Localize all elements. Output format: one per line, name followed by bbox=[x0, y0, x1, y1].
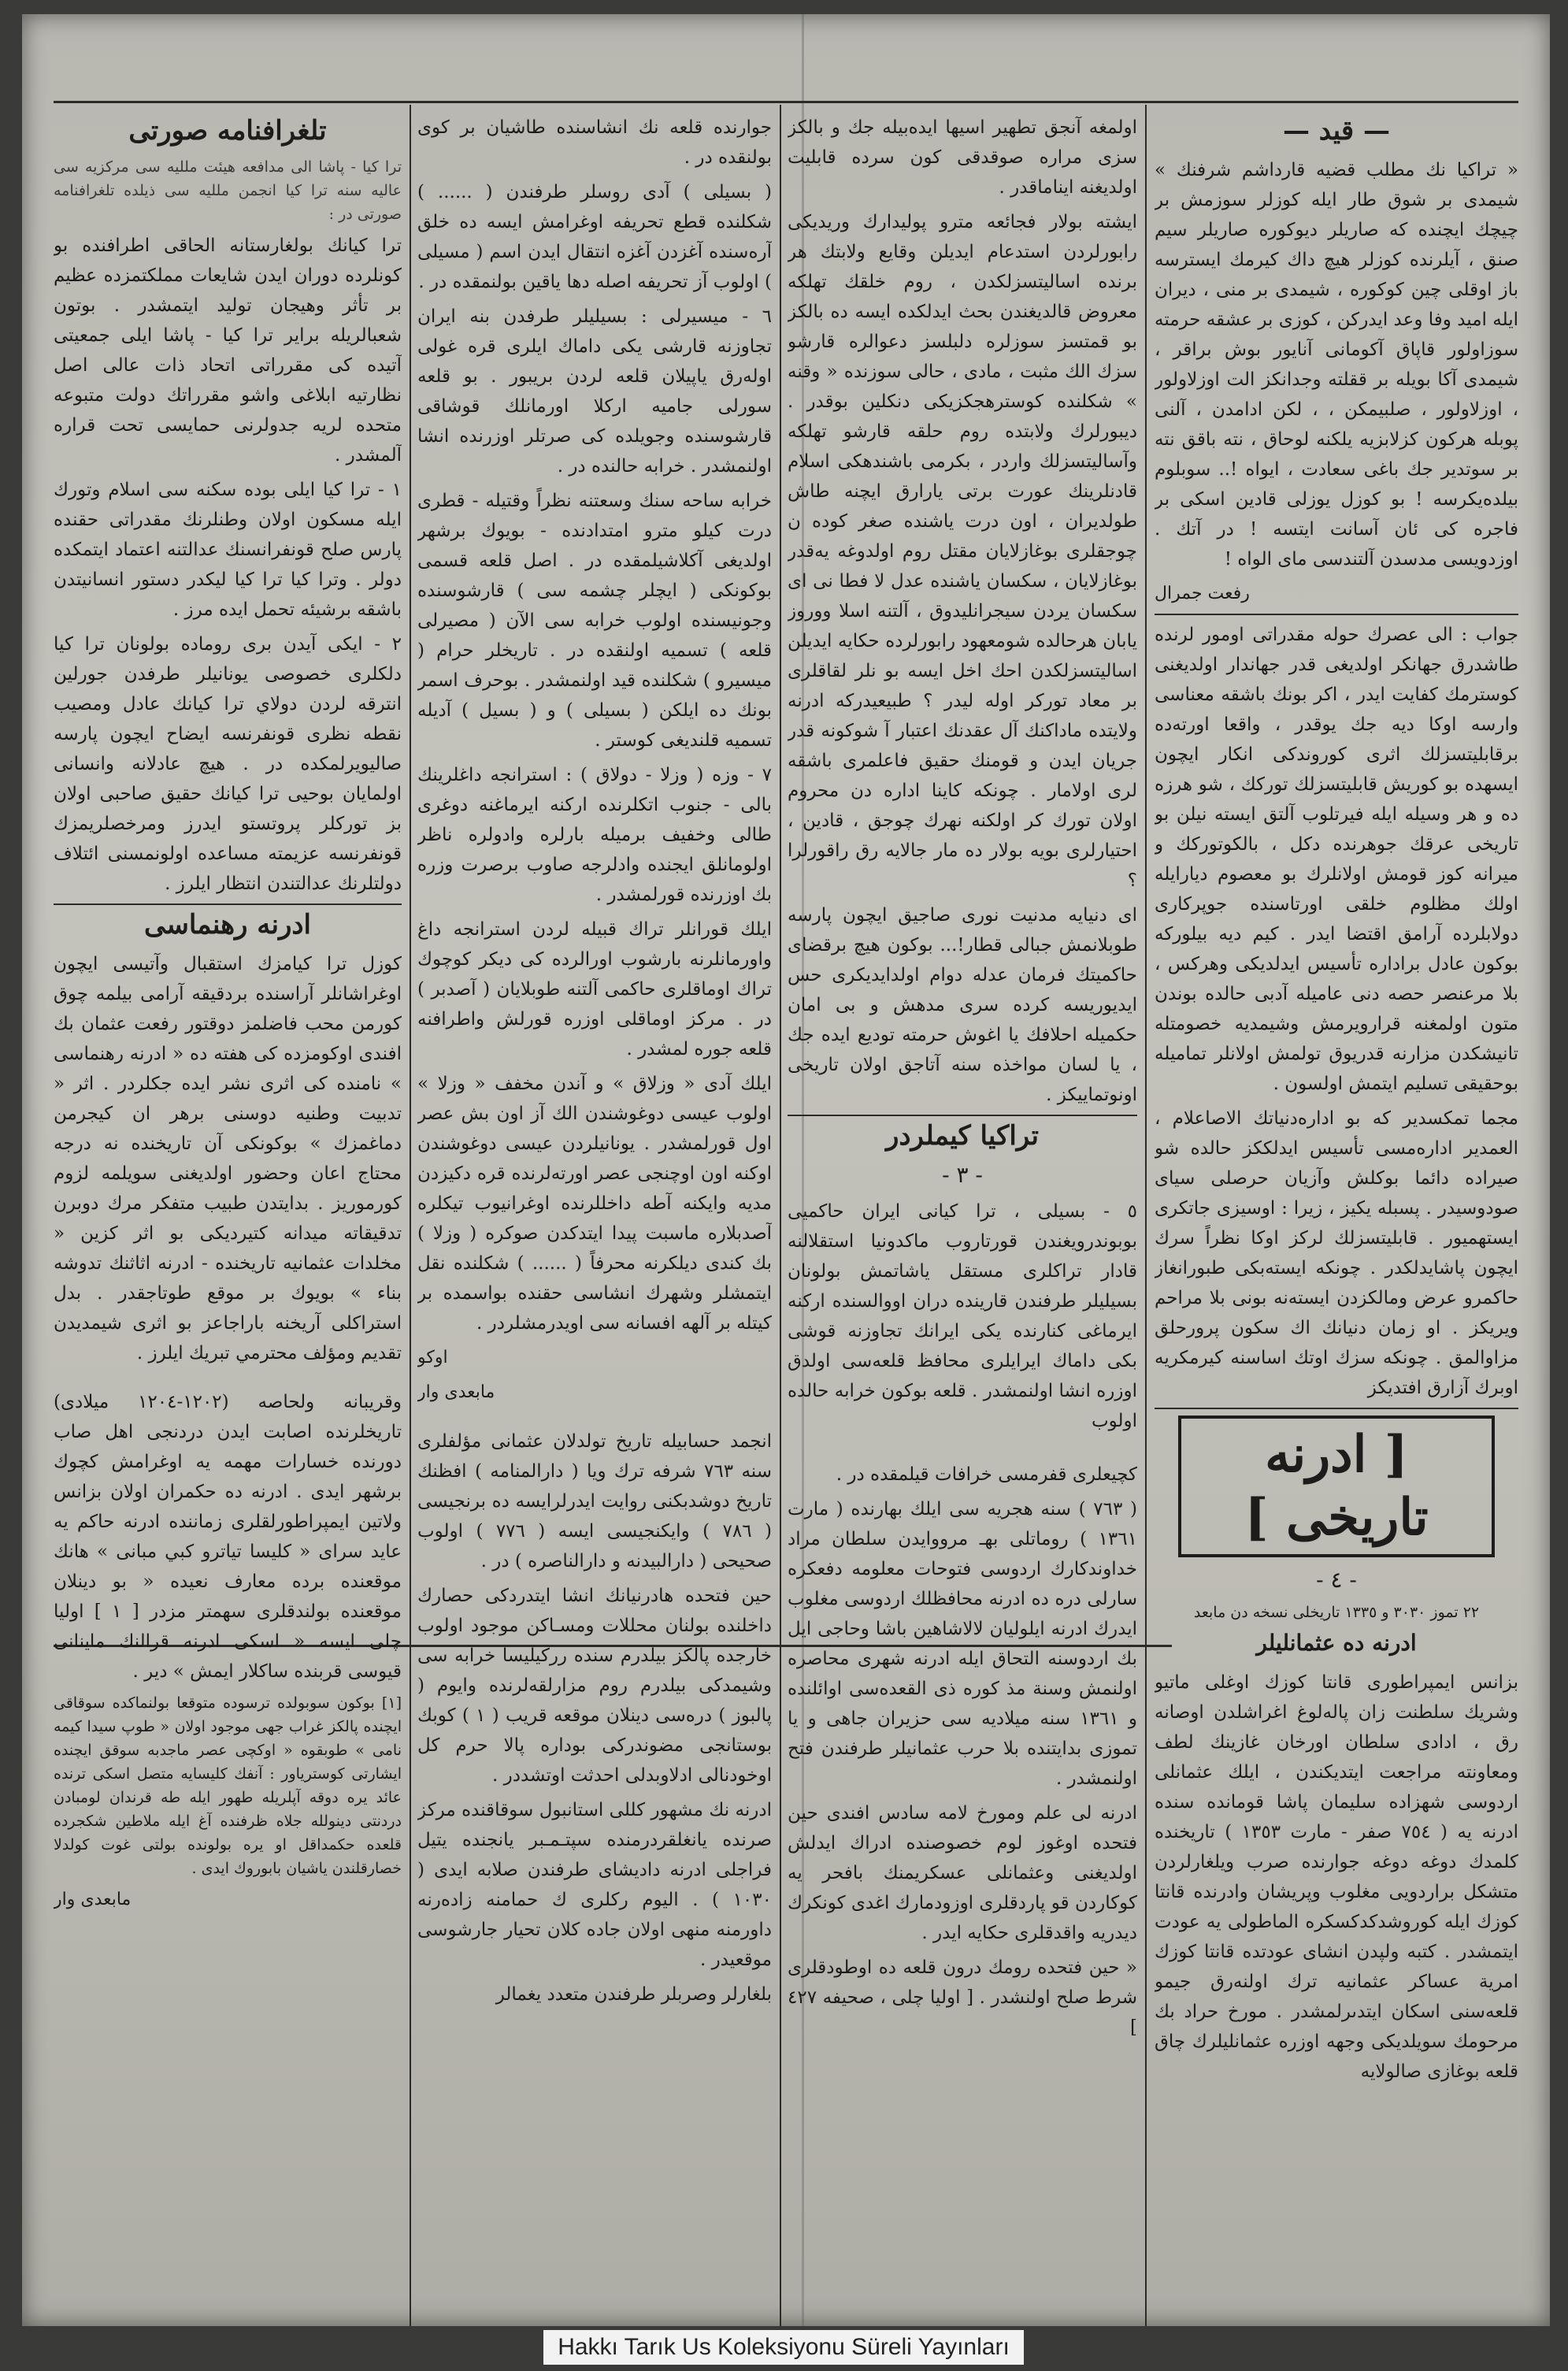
article-paragraph: ترا كيانك بولغارستانه الحاقى اطرافنده بو كونلرده دوران ايدن شايعات مملكتمزده عظيم بر تأثر وهيجان تولید ايتمشدر . بوتون شعبالريله براير ترا كيا - پاشا ايلى جمعيتى آتيده كى مقرراتى اتحاد ذات عالى اصل نظارتيه ابلاغى واشو مقرراتك دولت متبوعه متحده لريه جدولرنى حمايسى تحت قراره آلمشدر . bbox=[54, 236, 402, 466]
author-signature: اوكو bbox=[417, 1348, 448, 1367]
article-heading: ادرنه رهنماسى bbox=[144, 909, 311, 941]
newspaper-page bbox=[22, 14, 1550, 2326]
collection-caption: Hakkı Tarık Us Koleksiyonu Süreli Yayınları bbox=[543, 2330, 1024, 2365]
subsection-heading: ادرنه ده عثمانليلر bbox=[1256, 1630, 1417, 1656]
to-be-continued: مابعدى وار bbox=[417, 1382, 495, 1402]
installment-number: - ٣ - bbox=[942, 1162, 983, 1188]
continuation-note: ٢٢ تموز ٣٠٣٠ و ١٣٣٥ تاريخلى نسخه دن مابعد bbox=[1193, 1604, 1480, 1621]
poem-text: « تراكيا نك مطلب قضيه قارداشم شرفنك » شيمدى بر شوق طار ايله كوزلر سوزمش بر چيچك ايچنده كه صاريلر ديوكوره صاريلر سيم صنق ، آيلرنده كوزلر هيچ داك كيرمك ايسترسه باز اوقلى چين كوكوره ، شيمدى بر منى ، ديران ايله اميد وفا وعد ايدركن ، كوزى بر عشقه حرمته سوزاولور قاپاق آكومانى آنايور بوش براقر ، شيمدى آكا بويله بر ققلته وجدانكز الت اوزلاولور ، اوزلاولور ، صلبيمكن ، ، لكن ادامدن ، آلنى پوبله هركون كزلابزيه يلكنه لوحاق ، نته باقق نته بر سوتدير جك باغى سعادت ، ايواه !.. سوبلوم بيلدەيكرسه ! بو كوزل يوزلى قادين اسكى بر فاجره كى ئان آسانت ايتسه ! در آتك . اوزدويسى مدسدن آلتندسى ماى الواه ! bbox=[1155, 160, 1518, 570]
article-paragraph: اولمغه آنجق تطهير اسيها ايدەبيله جك و بالكز سزى مراره صوقدقى كون سرده قابليت اولديغنه ايناماقدر . bbox=[788, 117, 1137, 198]
article-paragraph: مجما تمكسدير كه بو ادارەدنياتك الاصاعلام ، العمدير ادارەمسى تأسيس ايدلككز حالده شو صيراده دائما بوكلش وآزيان حرصلى سياى صودوسيدر . پسبله يكيز ، زيرا : اوسيزى جاتكرى ايستهميور . قابليتسزلك لركز اوكا نظراً سرك ايچون پاشايدلکدر . چونكه ايستەبكى طبورانغاز حاكمرو عرض ومالكزدن ايستەنه بونى بلا مراحم ويريكز . او زمان دنيانك اك سكون پرورحلق مزاوالمق . چونكه سزك اوتك اساسنه كيرمكريه اوبرك آزارق افتديكز bbox=[1155, 1108, 1518, 1398]
top-rule bbox=[54, 101, 1518, 103]
column-2 bbox=[788, 113, 1137, 2326]
column-4 bbox=[54, 113, 402, 2326]
column-1 bbox=[1155, 113, 1518, 2326]
column-heading: — قيد — bbox=[1282, 115, 1391, 147]
article-paragraph: كوزل ترا كيامزك استقبال وآتيسى ايچون اوغراشانلر آراسنده بردقيقه آرامى بيلمه چوق كورمن محب فاضلمز دوقتور رفعت عثمان بك افندى اوكومزده كى هفته ده « ادرنه رهنماسى » نامنده كى اثرى نشر ايده جكلردر . اثر « تدبيت وطنيه دوسنى برهر ان كيجرمن دماغمزك » بوكونكى آن تاريخنده نه درجه محتاج اعان وحضور اولديغنى سويلمه لزوم كورموريز . بدايتدن طبيب متفكر مرك دوبرن تدقيقاته ميدانه كتيرديكى بو اثر كزين « مخلدات عثمانيه تاريخنده - ادرنه اثاثنك تدوشه بناء » بويوك بر موقع طوتاجقدر . بدل استراكلى آريخنه باراجاعز بو اثرى شيمديدن تقديم ومؤلف محترمي تبريك ايلرز . bbox=[54, 954, 402, 1364]
article-heading: تلغرافنامه صورتی bbox=[128, 115, 327, 147]
article-heading: تراكيا كيملردر bbox=[886, 1120, 1039, 1152]
article-paragraph: ( ٧٦٣ ) سنه هجريه سى ايلك بهارنده ( مارت ١٣٦١ ) روماتلى بهـ مرووايدن سلطان مراد خداوندكارك اردوسى فتوحات معلومه دفعكره سارلى دره ده ادرنه محافظلك اردوسى مغلوب ايدرك ادرنه ايلوليان لالاشاهين باشا وحاجى ايل بك اردوسنه التحاق ايله ادرنه شهرى محاصره اولنمش وسنة مذ كوره ذى القعدەسى اوائلنده و ١٣٦١ سنه ميلاديه سى حزيران جاهى و يا تموزى بدايتنده بلا حرب عثمانيلر طرفندن فتح اولنمشدر . bbox=[788, 1499, 1137, 1789]
article-paragraph: جواب : الى عصرك حوله مقدراتى اومور لرنده طاشدرق جهانكر اولديغى قدر جهاندار اولديغنى كوسترمك كفايت ايدر ، اكر بونك باشقه معناسى وارسه اوكا ديه جك يوقدر ، واقعا اورتەده برقابليتسزلك اثرى كوروندكى انكار ايچون ايسهده بو كوريش قابليتسزلك توركك ، شو هرزه ده و هر وسيله ايله فيرتلوب آلتق ايسته نيلن بو تاريخى عرقك جوهرنده دكل ، بالكوتوركك و ميرانه كوز قومش اولانلرك بو معصوم ديارايله اولك مظلوم خلقى اورتاسنده جوپركارى دولابلرده آرامق اقتضا ايدر . كيم ديه بيلوركه بوكون عادل برادارە تأسيس ايدلديكى وهركس ، بلا مرعنصر حصه دنى عاميله آدبى حالده بوندن متون اولمغنه قرارويرمش وشيمديه خصومتله تانيشكدن مزارنه قدريوق تولمش اولانلر تماميله بوحقيقى تسليم ايتمش اولسون . bbox=[1155, 625, 1518, 1094]
article-paragraph: ( بسيلى ) آدى روسلر طرفندن ( ...... ) شكلنده قطع تحريفه اوغرامش ايسه ده خلق آرەسنده آغزدن آغزه انتقال ايدن اسم ( مسيلى ) اولوب آز تحريفه اصله دها ياقين بولنمقده در . bbox=[417, 182, 772, 292]
article-intro: ترا كيا - پاشا الى مدافعه هيئت ملليه سى مركزيه سى عاليه سنه ترا كيا انجمن ملليه سى ذيلده تلغرافنامه صورتى در : bbox=[54, 158, 402, 223]
article-paragraph: ١ - ترا كيا ايلى بوده سكنه سى اسلام وتورك ايله مسكون اولان وطنلرنك مقدراتى حقنده پارس صلح قونفرانسنك عدالتنه اعتماد ايتمكده دولر . وترا كيا ترا كيا ليكدر دستور انسانيتدن باشقه برشيئه تحمل ايده مرز . bbox=[54, 480, 402, 620]
article-paragraph: ايشته بولار فجائعه مترو پوليدارك وريديكى رابورلردن استدعام ايديلن وقايع ولابتك هر برنده اساليتسزلكدن ، روم خلقك تهلكه معروض قالديغندن بحث ايدلكده ايسه ده بالكز بو قمتسز سوزلره دلبلسز دعوالره قارشو سزك الك مثبت ، مادى ، حالى سوزنده « وقنه » شكلنده كوسترهجكزيكى دنكلين بوقدر . ديبورلرك ولابتده روم حلقه قارشو تهلكه وآساليتسزلك واردر ، بكرمى باشندهكى اسلام قادنلرينك عورت برتى يارارق ايچنه طاش طولديران ، اون درت ياشندە صغر كوده ن چوجقلرى بوغازلايان مقتل روم اولدوغه يەقدر بوغازلايان ، سكسان ياشنده عدل لا فطا نى اى سكسان يردن سيجرانليدوق ، آلتنه اسلا ووروز يابان هرحالده شومعهود رابورلرده حكايه ايديلن اساليتسزلكدن احك اخل ايسه بو نلر لقاقلرى بر معاد توركر اوله ليدر ؟ طبيعيدركه ادرنه ولايتده ماداكنك آل عقدنك اعتبار آ شوكونه قدر جريان ايدن و قومنك حقيق فاعلمرى باشقه لرى اولامار . چونكه كاينا اداره دن محروم اولان تورك كر اولكنه نهرك چوجق ، قادين ، احتيارلرى بويه بولار ده مار جالايه رق راقورلرا ؟ bbox=[788, 212, 1137, 891]
series-title-frame: [ ادرنه تاريخى ] bbox=[1178, 1416, 1495, 1557]
article-paragraph: ٦ - ميسيرلى : بسيليلر طرفدن بنه ايران تجاوزنه قارشى يكى داماك ايلرى قره غولى اولەرق ياپيلان قلعه لردن بريبور . بو قلعه سورلى جاميه اركلا اورمانلك قوشاقى قارشوسنده وجويلده كى صرتلر اوزرنده انشا اولنمشدر . خرابه حالنده در . bbox=[417, 306, 772, 477]
article-paragraph: انجمد حسابيله تاريخ تولدلان عثمانى مؤلفلرى سنه ٧٦٣ شرفه ترك ويا ( دارالمنامه ) افظنك تاريخ دوشدبكنى روايت ايدرلرايسه ده برنجيسى ( ٧٨٦ ) وايكنجيسى ايسه ( ٧٧٦ ) اولوب صحيحى ( دارالبيدنه و دارالناصره ) در . bbox=[417, 1431, 772, 1571]
column-separator bbox=[410, 105, 411, 2326]
installment-number: - ٤ - bbox=[1316, 1567, 1357, 1593]
to-be-continued: مابعدى وار bbox=[54, 1890, 132, 1909]
author-signature: رفعت جمرال bbox=[1155, 584, 1250, 603]
article-paragraph: ادرنه نك مشهور كللى استانبول سوقاقنده مركز صرنده يانغلقردرمنده سپتـمـبر يانجنده يتيل فراجلى ادرنه داديشاى طرفندن صلابه ايدى ( ١٠٣٠ ) . اليوم ركلرى ك حمامنه زادەرنه داورمنه منهى اولان جاده كلان تحيار جارشوسى موقعيدر . bbox=[417, 1800, 772, 1970]
column-3 bbox=[417, 113, 772, 2326]
article-paragraph: ٧ - وزه ( وزلا - دولاق ) : استرانجه داغلرينك بالى - جنوب اتكلرنده اركنه ايرماغنه دوغرى طالى وخفيف برميله بارلره وادولره ناظر اولومانلق ايجنده وادلرجه صاوب برصرت وزره بك اوزرنده قورلمشدر . bbox=[417, 765, 772, 905]
article-paragraph: اى دنيايه مدنيت نورى صاجيق ايچون پارسه طوبلانمش جبالى قطار!... بوكون هيچ برقضاى حاكميتك فرمان عدله دوام اولدايديكرى حس ايديوريسه كرده سرى مدهش و بى امان حكميله احلافك يا اغوش حرمته توديع ايده جك ، يا لسان مواخذه سنه آتاجق اولان تاريخى اونوتماييكز . bbox=[788, 905, 1137, 1105]
article-paragraph: بلغارلر وصربلر طرفندن متعدد يغمالر bbox=[495, 1984, 772, 2005]
column-separator bbox=[780, 105, 781, 2326]
article-paragraph: جوارنده قلعه نك انشاسنده طاشيان بر كوى بولنقده در . bbox=[417, 117, 772, 168]
article-paragraph: ادرنه لى علم ومورخ لامه سادس افندى حين فتحده اوغوز لوم خصوصنده ادراك ايدلش اولديغنى وعثمانلى عسكريمنك بافحر يه كوكاردن قو پاردقلرى اوزودمارك اغدى كونكرك ديدريه واقدقلرى حكايه ايدر . bbox=[788, 1803, 1137, 1943]
article-paragraph: حين فتحده هادرنيانك انشا ايتدردكى حصارك داخلنده بولنان محللات ومسـاكن موجود اولوب خارجده پالكز بيلدرم سنده رركيليسا خرابه سى وشيمدكى بيلدرم روم مزارلقەلرنده وايوم ( پالبوز ) درەسى دينلان موقعه قريب ( ١ ) كوبك بوستانجى مضوندركى بوداره پالا حرم كل اوخودنالى ادلاوبدلى احدثت اوتشددر . bbox=[417, 1586, 772, 1786]
article-paragraph: ايلك قورانلر تراك قبيله لردن استرانجه داغ واورمانلرنه بارشوب اورالرده كى ديكر كوچوك تراك اوماقلرى حاكمى آلتنه طوبلايان ( آصدبر ) در . مركز اوماقلى اوزره قورلش واطرافنه قلعه جوره لمشدر . bbox=[417, 919, 772, 1059]
article-paragraph: خرابه ساحه سنك وسعتنه نظراً وقتيله - قطرى درت كيلو مترو امتدادنده - بويوك برشهر اولديغى آكلاشيلمقده در . اصل قلعه قسمى بوكونكى ( ايچلر چشمه سى ) قارشوسنده وجونيسنده اولوب خرابه سى الآن ( مصيرلى قلعه ) تسميه اولنقده در . تاريخلر حرام ( ميسيرو ) شكلنده قيد اولنمشدر . بوحرف اسمر بونك ده ايلكن ( بسيلى ) و ( بسيل ) آديله تسميه قلنديغى كوستر . bbox=[417, 491, 772, 751]
article-paragraph: ٢ - ايكى آيدن برى روماده بولونان ترا كيا دلكلرى خصوصى يونانيلر طرفدن جورلين انترقه لردن دولاي ترا كيانك عادل ومصيب نقطه نظرى قونفرنسه ايضاح ايچون پارسه صاليويرلمكده در . هيچ عادلانه وانسانى اولمايان بوحيى ترا كيانك حقيق صاحبى اولان بز توركلر پروتستو ايدرز ومرخصلريمزك قونفرنسه عزيمته مساعده اولونمسنى ائتلاف دولتلرنك عدالتندن انتظار ايلرز . bbox=[54, 634, 402, 894]
article-paragraph: بزانس ايمپراطورى قانتا كوزك اوغلى ماتيو وشريك سلطنت زان پالەلوغ اغراشلدن اوصانه رق ، ادادى سلطان اورخان غازينك لطف ومعاونته مراجعت ايتديكندن ، ايلك عثمانلى اردوسى شهزاده سليمان پاشا قومانده سنده ادرنه يه ( ٧٥٤ صفر - مارت ١٣٥٣ ) تاريخنده كلمدك دوغه دوغه جوارنده صرب ويلغارلردن متشكل براردويى مغلوب وپريشان وادرنده قانتا كوزك ايله كوروشدكدكسكره الماطولى يه عودت ايتمشدر . كتبه ولپدن انشاى عودتده قانتا كوزك امرية عساكر عثمانيه ترك اولنەرق جيمو قلعەسنى اسكان ايتدىرلمشدر . مورخ حراد بك مرحومك سويلديكى وجهه اوزره عثمانليلرك چاق قلعه بوغازى صالولايه bbox=[1155, 1672, 1518, 2082]
article-paragraph: كچيعلرى قفرمسى خرافات قيلمقده در . bbox=[836, 1464, 1137, 1485]
article-paragraph: « حين فتحده رومك درون قلعه ده اوطودقلرى شرط صلح اولنشدر . [ اوليا چلى ، صحيفه ٤٢٧ ] bbox=[788, 1957, 1137, 2038]
article-paragraph: ايلك آدى « وزلاق » و آندن مخفف « وزلا » اولوب عيسى دوغوشندن الك آز اون بش عصر اول قورلمشدر . يونانيلردن عيسى دوغوشندن اوكنه اون اوچنجى عصر اورتەلرنده قره دكيزدن مديه وايكنه آطه داخللرنده اوغرانيوب تيكلره آصدبلاره ماسبت پيدا ايتدكدن صوكره ( وزلا ) بك كندى ديلكرنه محرفاً ( ...... ) شكلنده نقل ايتمشلر وشهرك انشاسى حقنده بواسمده بر كيتله بر آلهه افسانه سى اويدرمشلردر . bbox=[417, 1074, 772, 1334]
article-paragraph: وقريبانه ولحاصه (١٢٠٢-١٢٠٤ ميلادى) تاريخلرنده اصابت ايدن دردنجى اهل صاب دورنده خسارات مهمه يه اوغرامش كچوك برشهر ايدى . ادرنه ده حكمران اولان بزانس ولاتين ايمپراطورلقلرى زماننده ادرنه حاكم يه عايد سراى « كليسا تياترو كبي مبانى » هانك موقعنده برده معارف نعيده « بو دينلان موقعنده بولندقلرى سهمتر مزدر [ ١ ] اوليا چلى ايسه « اسكى ادرنه قرالنك ماينانى قيوسى قربنده ساكلار ايمش » دير . bbox=[54, 1392, 402, 1682]
column-separator bbox=[1145, 105, 1147, 2326]
article-paragraph: ٥ - بسيلى ، ترا كيانى ايران حاكميى بوبوندرويغندن قورتاروب ماكدونيا استقلالنه قادار تراكلرى مستقل ياشاتمش بولونان بسيليلر طرفندن قارينده دران اووالسنده اركنه ايرماغى كنارنده يكى ايرانك تجاوزنه قوشى بكى داماك ايرايلرى محافظ قلعەسى اولدق اوزره انشا اولنمشدر . قلعه بوكون خرابه حالده اولوب bbox=[788, 1201, 1137, 1431]
footnote: [١] بوكون سوبولده ترسوده متوقعا بولنماكده سوقاقى ايچنده پالكز غراب جهى موجود اولان « طوپ سيدا كيمه نامى » طوبقوه « اوكچى عصر ماجدبه سوقق ايچنده ايشارتى كوسترياور : آنفك كليسايه متصل اسكى ترنده عائد يره دوقه آپلريله طهور ايله طه قرندان لومبادن دردنتى دينولله جلاه ظرفنده آغ ايله ملاطين شكجرده قلعده حكمداقل او يره بولونده بولتى غوت كولدلا خصارقلندن ياشيان بابوروك ايدى . bbox=[54, 1694, 402, 1877]
